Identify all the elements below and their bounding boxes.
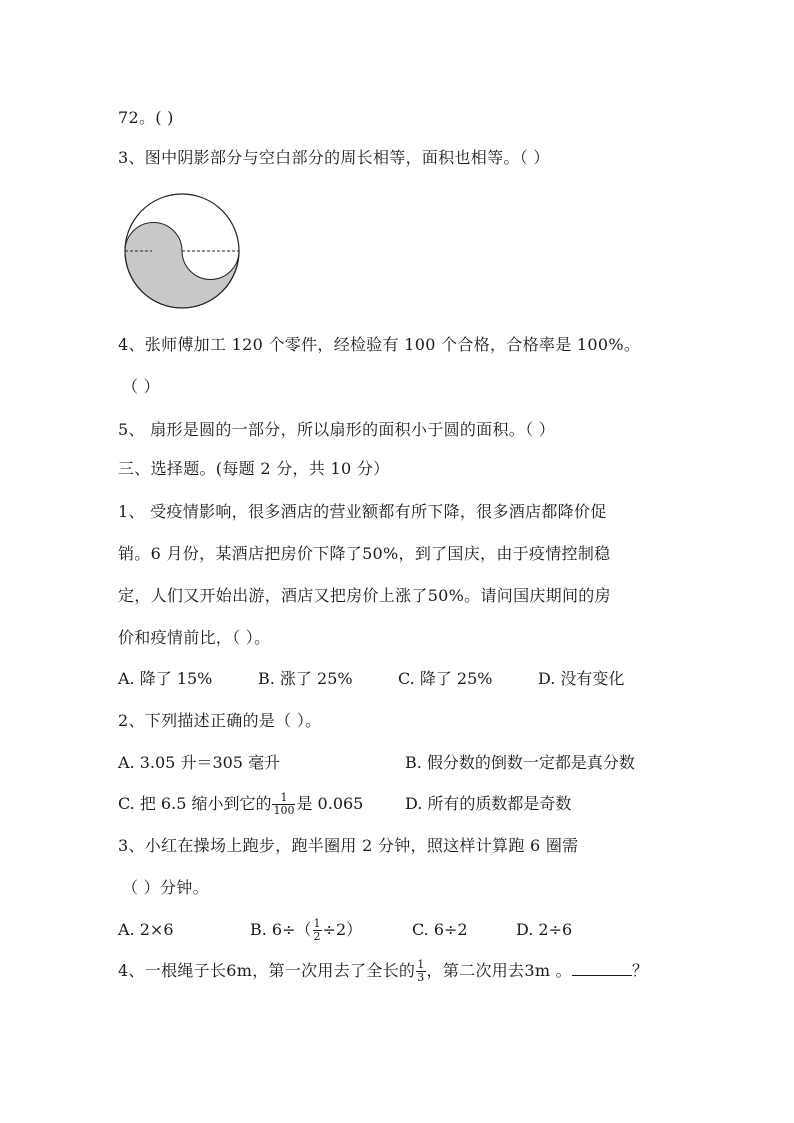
judge-question-5: 5、 扇形是圆的一部分，所以扇形的面积小于圆的面积。（ ） bbox=[118, 420, 556, 439]
line-72: 72。( ) bbox=[118, 108, 174, 127]
choice-1-option-a: A. 降了 15% bbox=[118, 669, 213, 688]
choice-2-option-c bbox=[118, 792, 363, 817]
choice-1-line3: 定，人们又开始出游，酒店又把房价上涨了50%。请问国庆期间的房 bbox=[118, 586, 611, 605]
choice-1-line4: 价和疫情前比，（ ）。 bbox=[118, 628, 271, 647]
choice-1-option-d: D. 没有变化 bbox=[538, 669, 625, 688]
option-b-suffix: ÷2） bbox=[322, 920, 363, 939]
choice-2-option-b: B. 假分数的倒数一定都是真分数 bbox=[405, 753, 635, 772]
judge-question-3: 3、图中阴影部分与空白部分的周长相等，面积也相等。（ ） bbox=[118, 148, 550, 167]
fraction-one-third: $\frac{1}{3}$ bbox=[417, 958, 425, 984]
choice-3-line1: 3、小红在操场上跑步，跑半圈用 2 分钟，照这样计算跑 6 圈需 bbox=[118, 836, 579, 855]
section-3-title: 三、选择题。(每题 2 分，共 10 分） bbox=[118, 459, 390, 478]
choice-3-option-a: A. 2×6 bbox=[118, 920, 174, 939]
choice-1-line1: 1、 受疫情影响，很多酒店的营业额都有所下降，很多酒店都降价促 bbox=[118, 502, 607, 521]
yin-yang-figure bbox=[124, 192, 242, 310]
option-c-prefix: C. 把 6.5 缩小到它的 bbox=[118, 794, 272, 813]
fraction-one-half: $\frac{1}{2}$ bbox=[313, 917, 321, 943]
choice-4-prefix: 4、一根绳子长6m，第一次用去了全长的 bbox=[118, 961, 416, 980]
choice-4-line bbox=[118, 959, 648, 984]
shaded-region bbox=[125, 223, 239, 308]
choice-1-line2: 销。6 月份，某酒店把房价下降了50%，到了国庆，由于疫情控制稳 bbox=[118, 544, 611, 563]
choice-1-option-c: C. 降了 25% bbox=[398, 669, 493, 688]
choice-2-option-d: D. 所有的质数都是奇数 bbox=[405, 794, 572, 813]
choice-3-option-d: D. 2÷6 bbox=[516, 920, 573, 939]
option-b-prefix: B. 6÷（ bbox=[250, 920, 312, 939]
choice-2-option-a: A. 3.05 升＝305 毫升 bbox=[118, 753, 281, 772]
option-c-suffix: 是 0.065 bbox=[296, 794, 364, 813]
choice-4-suffix: ，第二次用去3m 。 bbox=[426, 961, 572, 980]
choice-2-stem: 2、下列描述正确的是（ ）。 bbox=[118, 711, 322, 730]
judge-question-4-line2: （ ） bbox=[122, 377, 160, 396]
judge-question-4-line1: 4、张师傅加工 120 个零件，经检验有 100 个合格，合格率是 100%。 bbox=[118, 335, 641, 354]
choice-4-end: ？ bbox=[632, 961, 649, 980]
choice-3-line2: （ ）分钟。 bbox=[122, 878, 209, 897]
fraction-one-hundredth: $\frac{1}{100}$ bbox=[273, 791, 295, 817]
choice-3-option-b bbox=[250, 918, 362, 943]
choice-1-option-b: B. 涨了 25% bbox=[258, 669, 353, 688]
answer-blank[interactable] bbox=[572, 959, 632, 976]
choice-3-option-c: C. 6÷2 bbox=[412, 920, 468, 939]
